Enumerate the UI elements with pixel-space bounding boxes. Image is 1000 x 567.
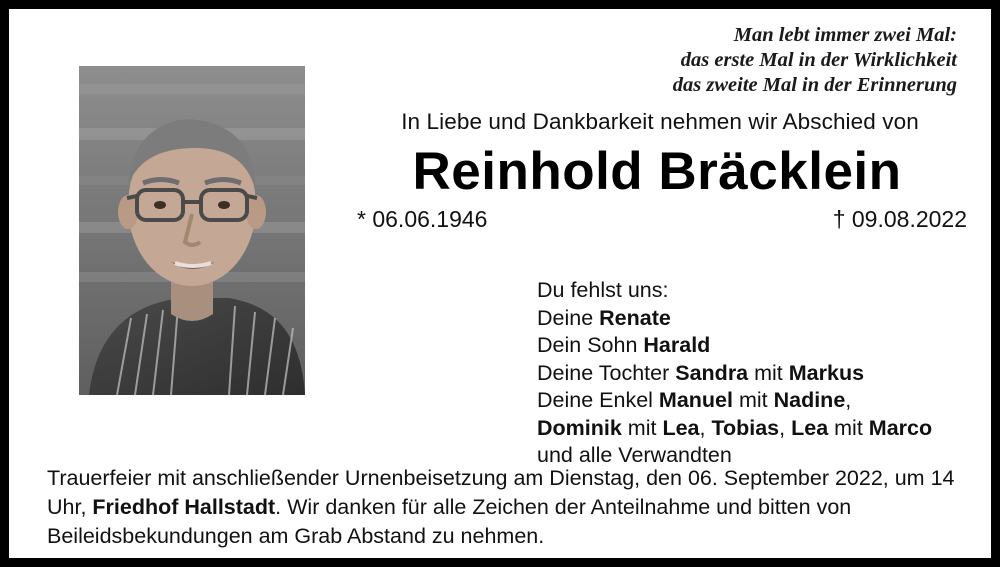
plain-text: , bbox=[845, 388, 852, 412]
plain-text: , bbox=[779, 415, 792, 440]
emphasized-text: Renate bbox=[599, 305, 671, 330]
family-line bbox=[537, 415, 932, 443]
plain-text: Deine Enkel bbox=[537, 388, 659, 412]
verse-block bbox=[673, 23, 957, 98]
notice-body bbox=[9, 9, 991, 558]
plain-text: Deine bbox=[537, 305, 600, 330]
emphasized-text: Markus bbox=[788, 360, 865, 385]
verse-line: das erste Mal in der Wirklichkeit bbox=[680, 49, 957, 71]
emphasized-text: Sandra bbox=[675, 360, 749, 385]
plain-text: mit bbox=[748, 360, 789, 385]
plain-text: Deine Tochter bbox=[537, 360, 676, 385]
family-intro: Du fehlst uns: bbox=[537, 278, 669, 302]
family-names-list bbox=[537, 305, 932, 470]
emphasized-text: Tobias bbox=[711, 415, 780, 440]
plain-text: mit bbox=[828, 415, 869, 440]
plain-text: Dein Sohn bbox=[537, 333, 644, 357]
funeral-details bbox=[47, 464, 963, 551]
emphasized-text: Friedhof Hallstadt bbox=[92, 495, 276, 519]
plain-text: Trauerfeier mit anschließender Urnenbeisetzung am Dienstag, den 06. September 2022, um 14 Uhr, bbox=[47, 466, 955, 519]
portrait-photo bbox=[79, 66, 305, 395]
deceased-name: Reinhold Bräcklein bbox=[412, 142, 902, 201]
emphasized-text: Nadine bbox=[773, 388, 846, 412]
family-line bbox=[537, 387, 932, 415]
emphasized-text: Dominik bbox=[537, 415, 622, 440]
birth-date: * 06.06.1946 bbox=[357, 206, 488, 232]
family-line bbox=[537, 360, 932, 388]
plain-text: mit bbox=[732, 388, 774, 412]
plain-text: mit bbox=[621, 415, 663, 440]
family-line bbox=[537, 305, 932, 333]
emphasized-text: Lea bbox=[662, 415, 700, 440]
death-date: † 09.08.2022 bbox=[832, 206, 967, 232]
emphasized-text: Lea bbox=[791, 415, 829, 440]
emphasized-text: Harald bbox=[643, 333, 711, 357]
plain-text: , bbox=[699, 415, 712, 440]
emphasized-text: Manuel bbox=[658, 388, 733, 412]
family-block bbox=[537, 277, 932, 470]
plain-text: . Wir danken für alle Zeichen der Anteilnahme und bitten von Beileidsbekundungen am Grab Abstand zu nehmen. bbox=[47, 495, 852, 548]
life-dates bbox=[339, 206, 967, 240]
plain-text: und alle Verwandten bbox=[537, 443, 732, 467]
main-text-column bbox=[339, 109, 967, 240]
lead-text: In Liebe und Dankbarkeit nehmen wir Abschied von bbox=[401, 109, 919, 134]
verse-line: das zweite Mal in der Erinnerung bbox=[672, 74, 957, 96]
family-line bbox=[537, 332, 932, 360]
verse-line: Man lebt immer zwei Mal: bbox=[733, 24, 957, 46]
emphasized-text: Marco bbox=[868, 415, 933, 440]
